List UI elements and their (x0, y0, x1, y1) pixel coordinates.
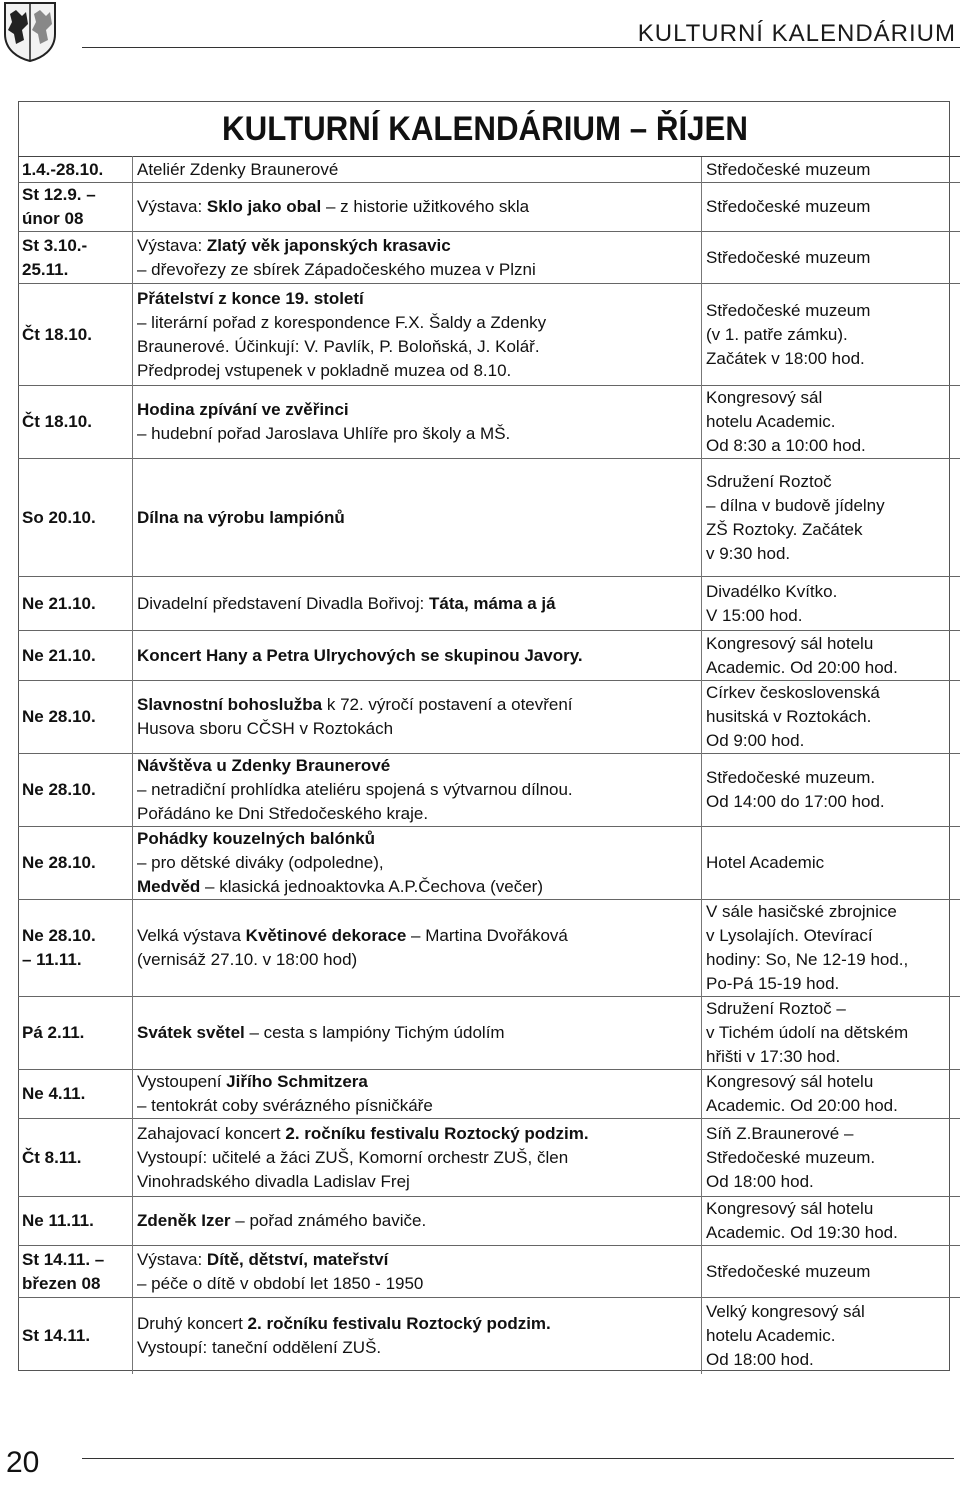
event-text: – pořad známého baviče. (230, 1211, 427, 1230)
event-text: Velká výstava (137, 926, 246, 945)
event-description (133, 1298, 702, 1374)
event-date-line: Ne 21.10. (22, 593, 96, 613)
event-highlight-text: 2. ročníku festivalu Roztocký podzim. (247, 1313, 551, 1333)
header-title: KULTURNÍ KALENDÁRIUM (637, 20, 956, 47)
event-venue-line: Academic. Od 20:00 hod. (706, 657, 898, 677)
event-highlight-text: 2. ročníku festivalu Roztocký podzim. (285, 1123, 589, 1143)
table-row (18, 1070, 960, 1119)
event-description-line (137, 644, 697, 668)
event-date (18, 183, 133, 232)
event-date (18, 900, 133, 997)
event-date-line: Čt 8.11. (22, 1147, 82, 1167)
table-row (18, 631, 960, 681)
event-description-line (137, 778, 697, 802)
event-venue (702, 459, 960, 577)
event-venue (702, 157, 960, 183)
event-description-line (137, 1248, 697, 1272)
event-venue (702, 681, 960, 754)
event-description-line (137, 359, 697, 383)
table-row (18, 1197, 960, 1246)
event-highlight-text: Květinové dekorace (245, 926, 407, 945)
event-venue-line: hotelu Academic. (706, 412, 836, 431)
event-date-line: Ne 28.10. (22, 853, 96, 872)
event-venue-line: Kongresový sál hotelu (706, 1199, 874, 1218)
event-text: – klasická jednoaktovka A.P.Čechova (večer) (200, 877, 543, 896)
event-venue-line: husitská v Roztokách. (706, 707, 872, 726)
page-header (0, 0, 960, 60)
event-venue-line: hodiny: So, Ne 12-19 hod., (706, 950, 909, 969)
event-text: – cesta s lampióny Tichým údolím (244, 1023, 505, 1042)
event-highlight-text: Hodina zpívání ve zvěřinci (137, 400, 349, 419)
event-description-line (137, 1122, 697, 1146)
event-text: Pořádáno ke Dni Středočeského kraje. (137, 804, 429, 823)
event-description-line (137, 1209, 697, 1233)
event-venue-line: Hotel Academic (706, 853, 825, 872)
event-date-line: St 14.11. (22, 1325, 91, 1345)
event-venue-line: V sále hasičské zbrojnice (706, 902, 897, 921)
event-date (18, 681, 133, 754)
event-description (133, 1119, 702, 1197)
event-venue (702, 1070, 960, 1119)
event-highlight-text: Táta, máma a já (428, 593, 556, 613)
table-row (18, 386, 960, 459)
event-date-line: St 14.11. – (22, 1249, 105, 1269)
event-text: Ateliér Zdenky Braunerové (137, 159, 339, 179)
event-date-line: Ne 28.10. (22, 926, 96, 945)
event-description (133, 183, 702, 232)
event-venue (702, 1197, 960, 1246)
event-description-line (137, 693, 697, 717)
event-description (133, 827, 702, 900)
calendar-title: KULTURNÍ KALENDÁRIUM – ŘÍJEN (222, 110, 748, 148)
event-date (18, 232, 133, 284)
event-text: Předprodej vstupenek v pokladně muzea od 8.10. (137, 360, 512, 380)
event-date-line: únor 08 (22, 209, 84, 228)
event-venue (702, 232, 960, 284)
event-date-line: 25.11. (22, 259, 69, 279)
event-date (18, 1119, 133, 1197)
event-text: Výstava: (137, 197, 207, 216)
event-description-line (137, 258, 697, 282)
event-highlight-text: Dílna na výrobu lampiónů (137, 507, 345, 527)
event-description-line (137, 875, 697, 899)
event-description-line (137, 311, 697, 335)
event-date-line: St 12.9. – (22, 185, 96, 204)
event-highlight-text: Přátelství z konce 19. století (137, 288, 364, 308)
calendar-table (18, 156, 960, 1374)
event-description-line (137, 287, 697, 311)
event-venue-line: Academic. Od 19:30 hod. (706, 1223, 898, 1242)
event-date (18, 1246, 133, 1298)
event-venue-line: Velký kongresový sál (706, 1301, 865, 1321)
event-venue-line: Po-Pá 15-19 hod. (706, 974, 840, 993)
event-venue-line: – dílna v budově jídelny (706, 495, 885, 515)
page-number: 20 (6, 1446, 40, 1479)
event-date-line: – 11.11. (22, 950, 82, 969)
table-row (18, 157, 960, 183)
event-description (133, 1246, 702, 1298)
event-text: Výstava: (137, 1249, 207, 1269)
event-date-line: Čt 18.10. (22, 412, 92, 431)
footer-divider (82, 1458, 954, 1459)
event-highlight-text: Svátek světel (137, 1023, 245, 1042)
event-venue-line: Kongresový sál hotelu (706, 633, 874, 653)
eagle-crest-icon (2, 0, 58, 62)
event-text: – hudební pořad Jaroslava Uhlíře pro školy a MŠ. (137, 424, 511, 443)
event-venue-line: Středočeské muzeum (706, 300, 871, 320)
event-date (18, 997, 133, 1070)
event-highlight-text: Medvěd (137, 877, 201, 896)
event-description-line (137, 1272, 697, 1296)
event-description-line (137, 1170, 697, 1194)
event-description (133, 900, 702, 997)
event-date (18, 1070, 133, 1119)
event-venue-line: Od 18:00 hod. (706, 1171, 814, 1191)
event-description-line (137, 234, 697, 258)
event-text: – dřevořezy ze sbírek Západočeského muzea v Plzni (137, 259, 536, 279)
event-description (133, 459, 702, 577)
event-description-line (137, 195, 697, 219)
table-row (18, 1298, 960, 1374)
event-date-line: 1.4.-28.10. (22, 159, 104, 179)
event-description (133, 754, 702, 827)
event-description-line (137, 802, 697, 826)
event-venue-line: Středočeské muzeum (706, 247, 871, 267)
event-description-line (137, 398, 697, 422)
event-venue-line: v 9:30 hod. (706, 543, 791, 563)
event-date-line: Ne 28.10. (22, 780, 96, 799)
event-venue-line: v Lysolajích. Otevírací (706, 926, 873, 945)
event-date-line: Čt 18.10. (22, 324, 92, 344)
event-venue-line: Středočeské muzeum. (706, 1147, 876, 1167)
event-venue-line: Od 14:00 do 17:00 hod. (706, 792, 885, 811)
table-row (18, 900, 960, 997)
event-text: – Martina Dvořáková (406, 926, 568, 945)
event-venue-line: ZŠ Roztoky. Začátek (706, 519, 863, 539)
event-description (133, 997, 702, 1070)
event-description-line (137, 1021, 697, 1045)
event-venue-line: Od 8:30 a 10:00 hod. (706, 436, 866, 455)
event-venue (702, 577, 960, 631)
event-text: Druhý koncert (137, 1313, 248, 1333)
event-text: Divadelní představení Divadla Bořivoj: (137, 593, 429, 613)
event-date-line: Ne 28.10. (22, 707, 96, 726)
event-highlight-text: Zlatý věk japonských krasavic (206, 235, 451, 255)
table-row (18, 997, 960, 1070)
event-venue-line: Středočeské muzeum. (706, 768, 876, 787)
event-date-line: Ne 4.11. (22, 1084, 86, 1103)
event-text: Vinohradského divadla Ladislav Frej (137, 1171, 410, 1191)
event-venue-line: Sdružení Roztoč (706, 471, 832, 491)
event-venue-line: hotelu Academic. (706, 1325, 836, 1345)
event-text: Braunerové. Účinkují: V. Pavlík, P. Boloňská, J. Kolář. (137, 336, 540, 356)
event-text: Vystoupení (137, 1072, 227, 1091)
event-text: Husova sboru CČSH v Roztokách (137, 719, 394, 738)
event-description (133, 232, 702, 284)
event-description-line (137, 1336, 697, 1360)
event-description-line (137, 1070, 697, 1094)
table-row (18, 183, 960, 232)
event-description-line (137, 851, 697, 875)
event-venue-line: Od 18:00 hod. (706, 1349, 814, 1369)
event-date (18, 157, 133, 183)
event-venue (702, 386, 960, 459)
event-venue-line: hřišti v 17:30 hod. (706, 1047, 841, 1066)
header-divider (82, 47, 960, 48)
event-text: k 72. výročí postavení a otevření (322, 695, 573, 714)
event-venue (702, 631, 960, 681)
event-highlight-text: Pohádky kouzelných balónků (137, 829, 376, 848)
event-venue (702, 1298, 960, 1374)
event-text: – pro dětské diváky (odpoledne), (137, 853, 384, 872)
event-description-line (137, 948, 697, 972)
table-row (18, 1246, 960, 1298)
event-text: Vystoupí: taneční oddělení ZUŠ. (137, 1337, 382, 1357)
event-description-line (137, 592, 697, 616)
event-venue-line: Kongresový sál hotelu (706, 1072, 874, 1091)
event-description-line (137, 506, 697, 530)
event-description-line (137, 1094, 697, 1118)
event-venue (702, 284, 960, 386)
event-venue (702, 1119, 960, 1197)
event-highlight-text: Dítě, dětství, mateřství (206, 1249, 389, 1269)
event-venue (702, 183, 960, 232)
event-text: Zahajovací koncert (137, 1123, 286, 1143)
table-row (18, 459, 960, 577)
table-row (18, 681, 960, 754)
event-venue (702, 900, 960, 997)
event-description (133, 1070, 702, 1119)
event-description-line (137, 335, 697, 359)
table-row (18, 577, 960, 631)
event-description (133, 386, 702, 459)
event-description-line (137, 827, 697, 851)
event-description-line (137, 754, 697, 778)
event-venue (702, 827, 960, 900)
event-date (18, 631, 133, 681)
event-description-line (137, 717, 697, 741)
event-venue-line: Kongresový sál (706, 388, 823, 407)
event-highlight-text: Návštěva u Zdenky Braunerové (137, 756, 391, 775)
event-text: Vystoupí: učitelé a žáci ZUŠ, Komorní orchestr ZUŠ, člen (137, 1147, 569, 1167)
event-highlight-text: Zdeněk Izer (137, 1211, 231, 1230)
event-description (133, 681, 702, 754)
event-text: – péče o dítě v období let 1850 - 1950 (137, 1273, 424, 1293)
event-description-line (137, 924, 697, 948)
event-venue-line: Divadélko Kvítko. (706, 581, 838, 601)
event-date (18, 459, 133, 577)
event-description (133, 157, 702, 183)
event-description-line (137, 422, 697, 446)
event-text: – literární pořad z korespondence F.X. Šaldy a Zdenky (137, 312, 547, 332)
event-date-line: Ne 21.10. (22, 645, 96, 665)
event-text: – tentokrát coby svérázného písničkáře (137, 1096, 433, 1115)
event-venue-line: Církev československá (706, 683, 880, 702)
event-venue-line: Středočeské muzeum (706, 197, 871, 216)
event-venue-line: Sdružení Roztoč – (706, 999, 846, 1018)
event-date (18, 754, 133, 827)
table-row (18, 754, 960, 827)
event-date-line: Pá 2.11. (22, 1023, 85, 1042)
event-text: – netradiční prohlídka ateliéru spojená s výtvarnou dílnou. (137, 780, 573, 799)
event-description (133, 284, 702, 386)
event-description-line (137, 158, 697, 182)
event-description (133, 577, 702, 631)
event-date-line: Ne 11.11. (22, 1211, 94, 1230)
event-description (133, 631, 702, 681)
event-text: (vernisáž 27.10. v 18:00 hod) (137, 950, 358, 969)
event-venue-line: Od 9:00 hod. (706, 731, 805, 750)
event-description (133, 1197, 702, 1246)
event-text: Výstava: (137, 235, 207, 255)
event-highlight-text: Jiřího Schmitzera (226, 1072, 368, 1091)
event-date-line: St 3.10.- (22, 235, 88, 255)
event-venue-line: Síň Z.Braunerové – (706, 1123, 854, 1143)
event-date (18, 1298, 133, 1374)
event-venue-line: Středočeské muzeum (706, 159, 871, 179)
event-date (18, 386, 133, 459)
event-venue (702, 997, 960, 1070)
table-row (18, 232, 960, 284)
event-venue (702, 1246, 960, 1298)
event-date (18, 284, 133, 386)
event-venue-line: v Tichém údolí na dětském (706, 1023, 909, 1042)
event-description-line (137, 1146, 697, 1170)
event-highlight-text: Sklo jako obal (206, 197, 322, 216)
table-row (18, 284, 960, 386)
table-row (18, 827, 960, 900)
event-venue-line: Středočeské muzeum (706, 1261, 871, 1281)
event-description-line (137, 1312, 697, 1336)
event-venue-line: Začátek v 18:00 hod. (706, 348, 865, 368)
event-highlight-text: Koncert Hany a Petra Ulrychových se skupinou Javory. (137, 645, 583, 665)
event-venue-line: V 15:00 hod. (706, 605, 803, 625)
table-row (18, 1119, 960, 1197)
event-text: – z historie užitkového skla (321, 197, 530, 216)
event-date-line: So 20.10. (22, 507, 96, 527)
event-venue-line: (v 1. patře zámku). (706, 324, 848, 344)
event-date (18, 827, 133, 900)
event-venue-line: Academic. Od 20:00 hod. (706, 1096, 898, 1115)
event-date (18, 1197, 133, 1246)
event-date-line: březen 08 (22, 1273, 101, 1293)
event-venue (702, 754, 960, 827)
event-date (18, 577, 133, 631)
event-highlight-text: Slavnostní bohoslužba (137, 695, 323, 714)
